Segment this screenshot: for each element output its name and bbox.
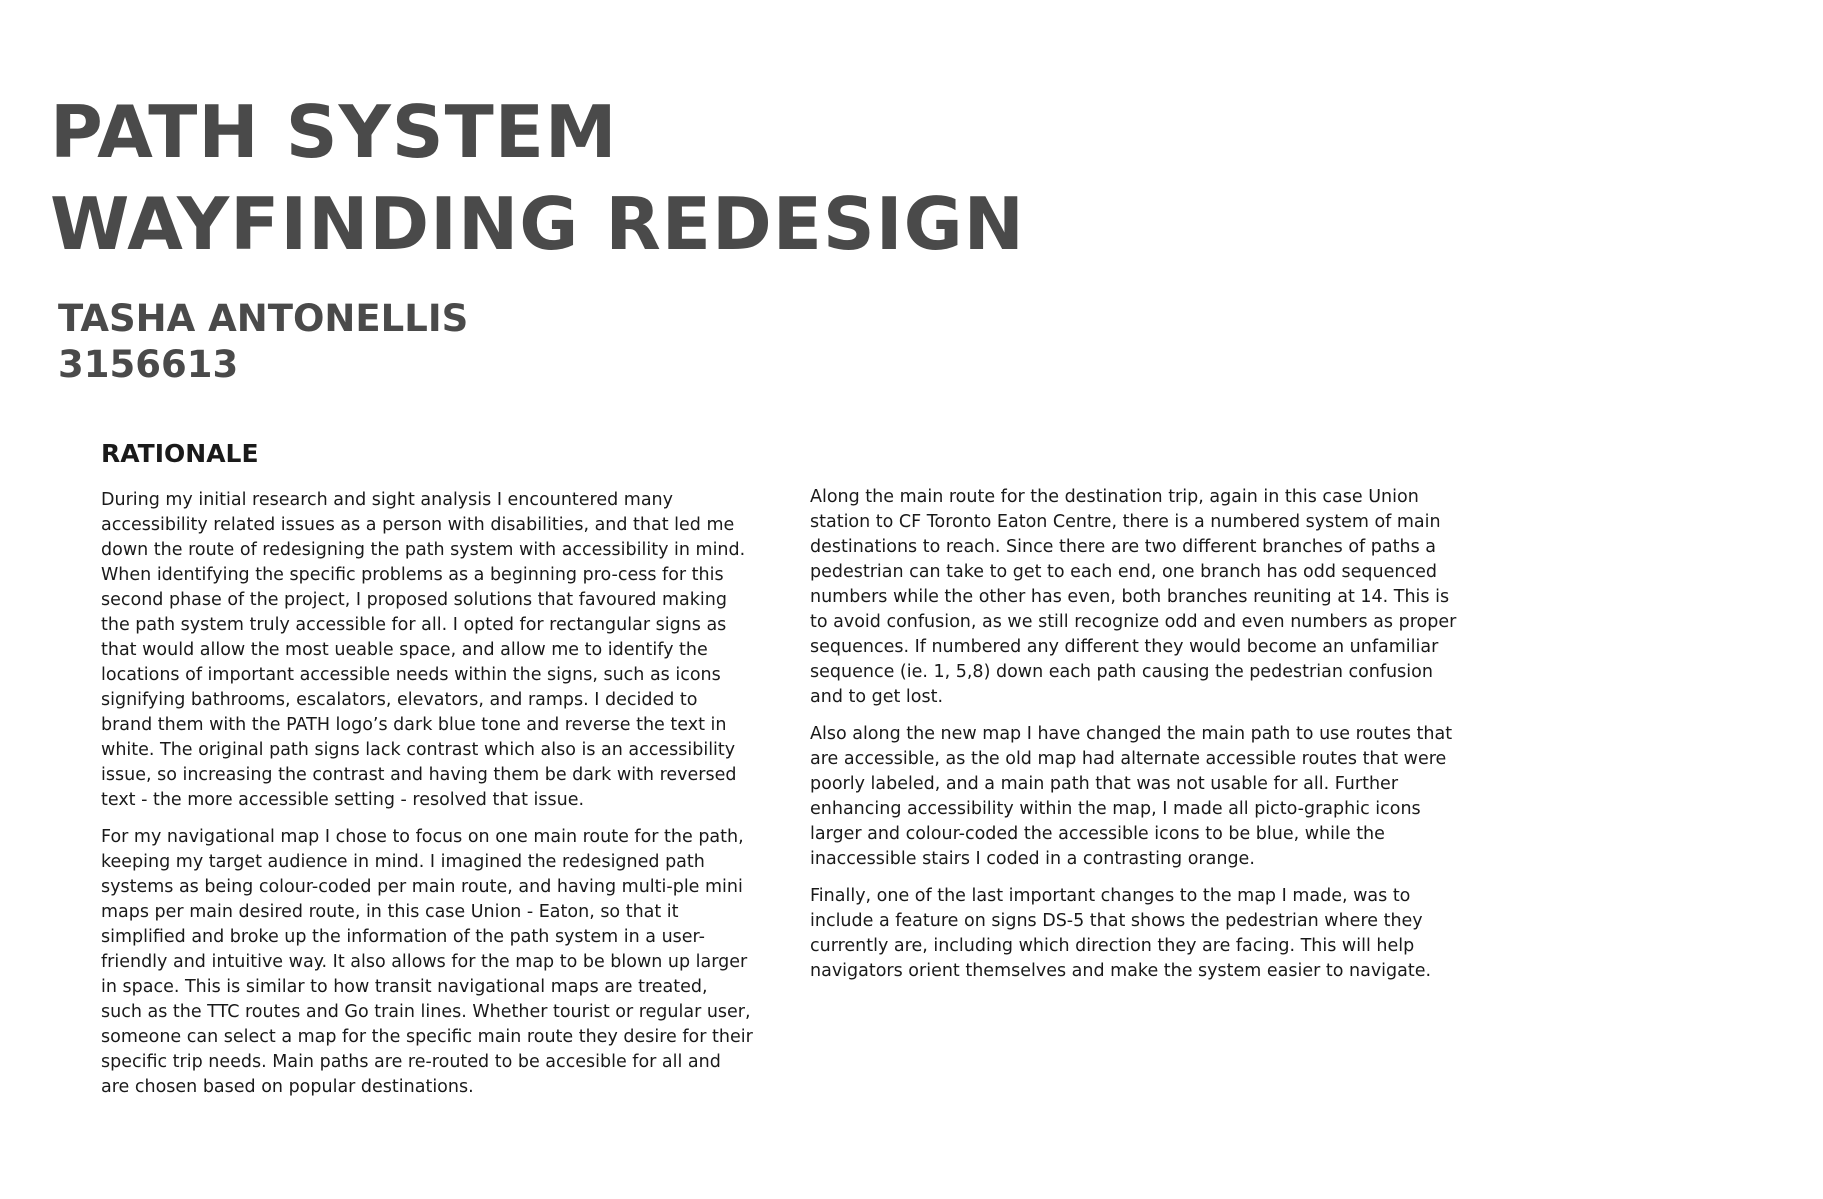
author-block	[58, 296, 468, 388]
rationale-right-column	[810, 485, 1462, 996]
rationale-heading: RATIONALE	[101, 439, 259, 468]
title-line-1: PATH SYSTEM	[50, 90, 618, 174]
paragraph: During my initial research and sight analysis I encountered many accessibility related issues as a person with disabilities, and that led me down the route of redesigning the path system with accessibility in mind. When identifying the specific problems as a beginning pro-cess for this second phase of the project, I proposed solutions that favoured making the path system truly accessible for all. I opted for rectangular signs as that would allow the most ueable space, and allow me to identify the locations of important accessible needs within the signs, such as icons signifying bathrooms, escalators, elevators, and ramps. I decided to brand them with the PATH logo’s dark blue tone and reverse the text in white. The original path signs lack contrast which also is an accessibility issue, so increasing the contrast and having them be dark with reversed text - the more accessible setting - resolved that issue.	[101, 490, 746, 810]
paragraph: Finally, one of the last important changes to the map I made, was to include a feature on signs DS-5 that shows the pedestrian where they currently are, including which direction they are facing. This will help navigators orient themselves and make the system easier to navigate.	[810, 886, 1432, 981]
paragraph: For my navigational map I chose to focus on one main route for the path, keeping my target audience in mind. I imagined the redesigned path systems as being colour-coded per main route, and having multi-ple mini maps per main desired route, in this case Union - Eaton, so that it simplified and broke up the information of the path system in a user-friendly and intuitive way. It also allows for the map to be blown up larger in space. This is similar to how transit navigational maps are treated, such as the TTC routes and Go train lines. Whether tourist or regular user, someone can select a map for the specific main route they desire for their specific trip needs. Main paths are re-routed to be accesible for all and are chosen based on popular destinations.	[101, 827, 753, 1097]
paragraph: Also along the new map I have changed the main path to use routes that are accessible, as the old map had alternate accessible routes that were poorly labeled, and a main path that was not usable for all. Further enhancing accessibility within the map, I made all picto-graphic icons larger and colour-coded the accessible icons to be blue, while the inaccessible stairs I coded in a contrasting orange.	[810, 724, 1453, 869]
student-id: 3156613	[58, 343, 239, 386]
paragraph: Along the main route for the destination trip, again in this case Union station to CF Toronto Eaton Centre, there is a numbered system of main destinations to reach. Since there are two different branches of paths a pedestrian can take to get to each end, one branch has odd sequenced numbers while the other has even, both branches reuniting at 14. This is to avoid confusion, as we still recognize odd and even numbers as proper sequences. If numbered any different they would become an unfamiliar sequence (ie. 1, 5,8) down each path causing the pedestrian confusion and to get lost.	[810, 487, 1457, 707]
title-line-2: WAYFINDING REDESIGN	[50, 182, 1025, 266]
rationale-left-column	[101, 488, 753, 1112]
author-name: TASHA ANTONELLIS	[58, 297, 469, 340]
page-title	[50, 86, 1025, 270]
